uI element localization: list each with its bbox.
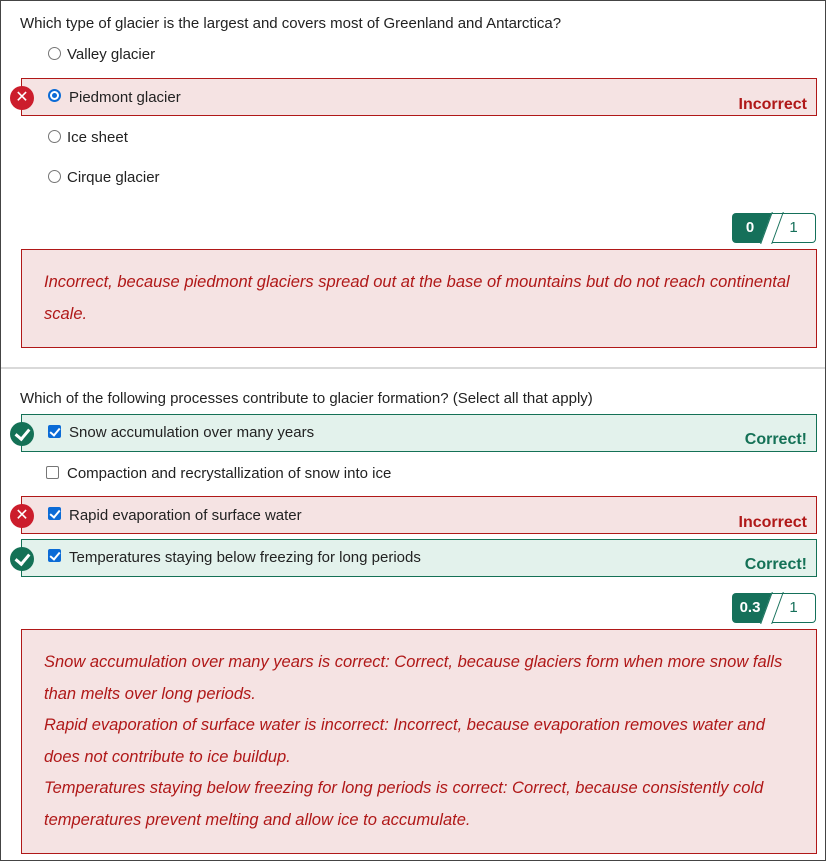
q1-option-ice-sheet[interactable] <box>21 119 817 157</box>
q1-option-piedmont-glacier[interactable] <box>15 78 817 116</box>
question-2-prompt: Which of the following processes contribute to glacier formation? (Select all that apply) <box>20 390 593 407</box>
q2-feedback-box <box>21 629 817 854</box>
q2-checkbox-below-freezing[interactable] <box>48 549 61 562</box>
score-earned: 0.3 <box>732 593 772 623</box>
correct-check-icon <box>10 422 34 446</box>
status-correct: Correct! <box>744 431 807 448</box>
question-divider <box>1 367 825 369</box>
feedback-text: Incorrect, because piedmont glaciers spread out at the base of mountains but do not reach continental scale. <box>44 273 790 323</box>
q1-feedback-box <box>21 249 817 348</box>
option-label: Rapid evaporation of surface water <box>69 507 302 524</box>
q1-option-valley-glacier[interactable] <box>21 36 817 74</box>
feedback-line: Temperatures staying below freezing for long periods is correct: Correct, because consistently cold temperatures prevent melting and allow ice to accumulate. <box>44 779 764 829</box>
option-label: Compaction and recrystallization of snow into ice <box>67 465 392 482</box>
status-correct: Correct! <box>744 556 807 573</box>
incorrect-x-icon: ✕ <box>10 86 34 110</box>
question-1 <box>1 1 825 366</box>
score-total: 1 <box>772 593 816 623</box>
score-total: 1 <box>772 213 816 243</box>
q2-checkbox-snow-accumulation[interactable] <box>48 425 61 438</box>
q2-checkbox-rapid-evaporation[interactable] <box>48 507 61 520</box>
q2-option-compaction[interactable] <box>21 455 817 493</box>
option-label: Temperatures staying below freezing for long periods <box>69 549 421 566</box>
option-label: Valley glacier <box>67 46 156 63</box>
q2-option-snow-accumulation[interactable] <box>21 414 817 452</box>
q2-option-below-freezing[interactable] <box>21 539 817 577</box>
score-earned: 0 <box>732 213 772 243</box>
feedback-line: Snow accumulation over many years is correct: Correct, because glaciers form when more snow falls than melts over long periods. <box>44 653 783 703</box>
q1-radio-piedmont-glacier[interactable] <box>48 89 61 102</box>
option-label: Ice sheet <box>67 129 128 146</box>
option-label: Piedmont glacier <box>69 89 181 106</box>
status-incorrect: Incorrect <box>738 514 807 531</box>
q1-score-badge <box>732 213 816 243</box>
option-label: Snow accumulation over many years <box>69 424 315 441</box>
incorrect-x-icon: ✕ <box>10 504 34 528</box>
q1-radio-cirque-glacier[interactable] <box>48 170 61 183</box>
q1-radio-valley-glacier[interactable] <box>48 47 61 60</box>
question-1-prompt: Which type of glacier is the largest and covers most of Greenland and Antarctica? <box>20 15 562 32</box>
q2-checkbox-compaction[interactable] <box>46 466 59 479</box>
status-incorrect: Incorrect <box>738 96 807 113</box>
q1-radio-ice-sheet[interactable] <box>48 130 61 143</box>
q2-score-badge <box>732 593 816 623</box>
q1-option-cirque-glacier[interactable] <box>21 159 817 197</box>
feedback-line: Rapid evaporation of surface water is incorrect: Incorrect, because evaporation removes water and does not contribute to ice buildup. <box>44 716 765 766</box>
correct-check-icon <box>10 547 34 571</box>
option-label: Cirque glacier <box>67 169 160 186</box>
q2-option-rapid-evaporation[interactable] <box>15 496 817 534</box>
